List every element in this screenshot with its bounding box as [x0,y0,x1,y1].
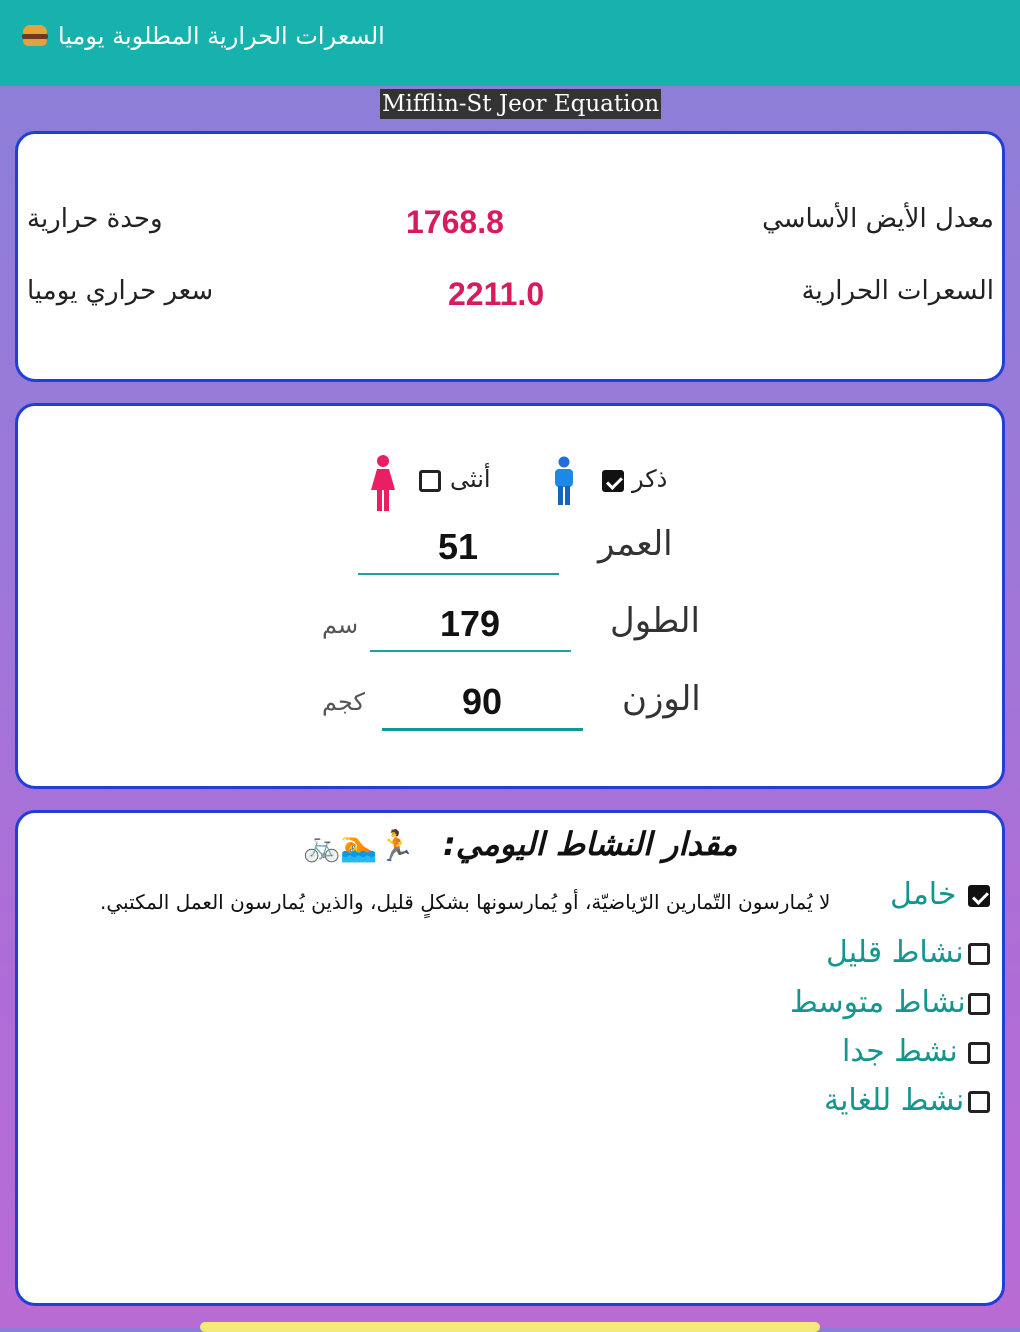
bottom-button-edge[interactable] [200,1322,820,1332]
height-label: الطول [610,601,700,641]
weight-underline [382,728,583,731]
activity-card [15,810,1005,1306]
height-input[interactable]: 179 [439,603,501,644]
activity-option-very-active-checkbox[interactable] [968,1042,990,1064]
activity-option-extra-active-checkbox[interactable] [968,1091,990,1113]
male-label: ذكر [632,465,668,493]
bmr-unit: وحدة حرارية [27,204,163,234]
activity-option-very-active[interactable]: نشط جدا [842,1034,958,1069]
burger-icon [22,25,48,47]
activity-description: لا يُمارسون التّمارين الرّياضيّة، أو يُمارسونها بشكلٍ قليل، والذين يُمارسون العمل المكتبي. [100,890,831,914]
male-icon [552,456,576,506]
results-card [15,131,1005,382]
age-label: العمر [598,524,673,564]
app-bar [0,0,1020,86]
height-unit: سم [322,611,359,639]
female-checkbox[interactable] [419,470,441,492]
equation-label: Mifflin-St Jeor Equation [382,91,660,117]
weight-input[interactable]: 90 [461,681,503,722]
activity-option-moderate-checkbox[interactable] [968,993,990,1015]
age-underline [358,573,559,575]
activity-option-extra-active[interactable]: نشط للغاية [824,1083,965,1118]
activity-emojis: 🚲🏊🏃 [303,829,416,864]
calories-value: 2211.0 [448,276,545,312]
male-checkbox[interactable] [602,470,624,492]
activity-option-light-checkbox[interactable] [968,943,990,965]
calories-label: السعرات الحرارية [801,276,994,306]
inputs-card [15,403,1005,789]
activity-title: مقدار النشاط اليومي: [443,825,738,863]
calories-unit: سعر حراري يوميا [27,276,214,306]
app-title: السعرات الحرارية المطلوبة يوميا [58,22,385,50]
bmr-value: 1768.8 [406,204,504,240]
weight-label: الوزن [622,679,701,719]
weight-unit: كجم [322,688,365,716]
bmr-label: معدل الأيض الأساسي [762,204,994,234]
activity-option-light[interactable]: نشاط قليل [826,935,964,970]
activity-option-sedentary-checkbox[interactable] [968,885,990,907]
female-label: أنثى [450,465,491,493]
height-underline [370,650,571,652]
activity-option-sedentary[interactable]: خامل [890,877,957,912]
age-input[interactable]: 51 [437,526,479,567]
female-icon [368,454,398,512]
activity-option-moderate[interactable]: نشاط متوسط [790,985,966,1020]
